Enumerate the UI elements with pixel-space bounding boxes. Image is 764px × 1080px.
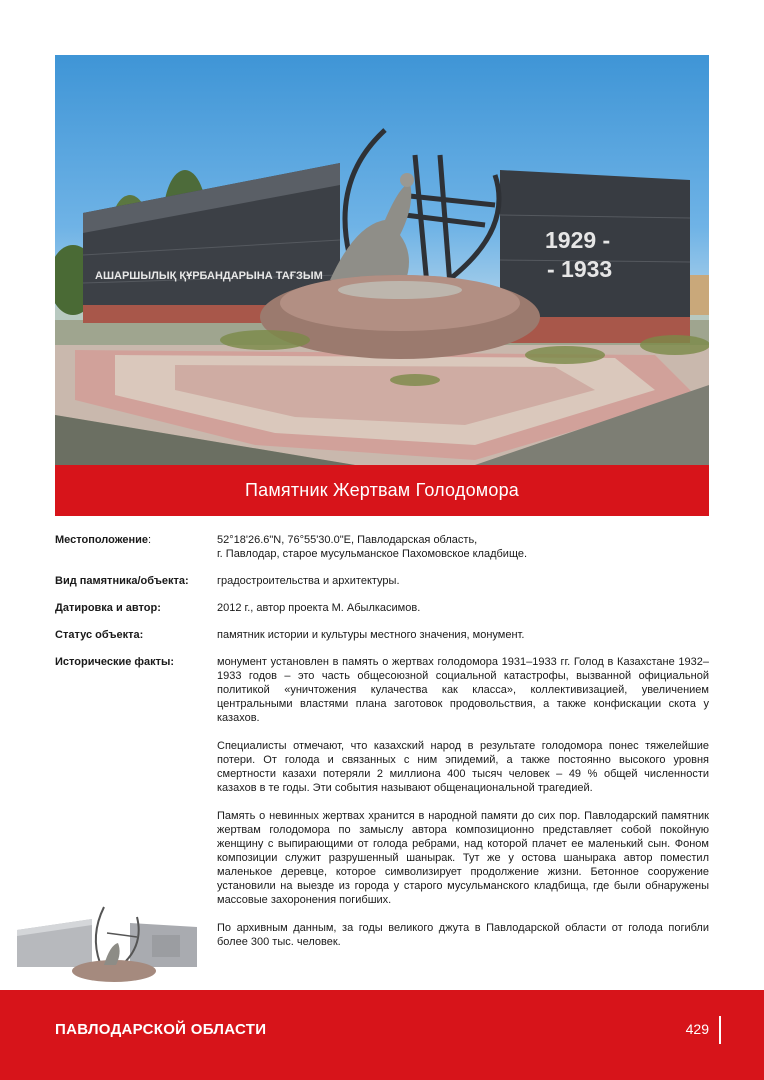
- page-number-divider: [719, 1016, 721, 1044]
- location-coordinates: 52°18'26.6"N, 76°55'30.0"E, Павлодарская область,: [217, 534, 478, 546]
- monument-title: Памятник Жертвам Голодомора: [244, 480, 519, 500]
- wall-inscription: АШАРШЫЛЫҚ ҚҰРБАНДАРЫНА ТАҒЗЫМ: [95, 270, 323, 282]
- status-label: Статус объекта:: [55, 629, 144, 641]
- statue-figure: [330, 173, 414, 283]
- monument-thumbnail-illustration: [12, 905, 202, 985]
- status-value: памятник истории и культуры местного значения, монумент.: [217, 629, 525, 641]
- wall-year-end: - 1933: [547, 256, 613, 282]
- info-row-status: [55, 628, 709, 642]
- facts-text: [217, 655, 709, 963]
- date-label: Датировка и автор:: [55, 602, 161, 614]
- monument-photo: [55, 55, 709, 465]
- stone-mound: [260, 275, 540, 359]
- facts-paragraph: монумент установлен в память о жертвах голодомора 1931–1933 гг. Голод в Казахстане 1932–1933 годов – это часть общесоюзной социальной катастрофы, вызванной официальной политикой «уничтожения кулачества как класса», коллективизацией, увеличением центральными властями плана заготовок продовольствия, а также конфискации скота у казахов.: [217, 656, 709, 724]
- location-address: г. Павлодар, старое мусульманское Пахомовское кладбище.: [217, 548, 528, 560]
- location-label-text: Местоположение: [55, 534, 149, 546]
- facts-label: Исторические факты:: [55, 656, 175, 668]
- date-value: 2012 г., автор проекта М. Абылкасимов.: [217, 602, 421, 614]
- info-row-type: [55, 574, 709, 588]
- type-value: градостроительства и архитектуры.: [217, 575, 400, 587]
- footer-region: ПАВЛОДАРСКОЙ ОБЛАСТИ: [55, 1021, 267, 1038]
- monument-thumbnail: [12, 905, 202, 985]
- monument-title-bar: [55, 465, 709, 516]
- facts-paragraph: Специалисты отмечают, что казахский народ в результате голодомора понес тяжелейшие потери. От голода и связанных с ним эпидемий, а также постоянно высокого уровня смертности казахи потеряли 2 миллиона 400 тысяч человек – 49 % общей численности казахов в те годы. Эти события называют общенациональной трагедией.: [217, 740, 709, 794]
- facts-paragraph: По архивным данным, за годы великого джута в Павлодарской области от голода погибли более 300 тыс. человек.: [217, 922, 709, 948]
- info-row-location: [55, 533, 709, 561]
- facts-paragraph: Память о невинных жертвах хранится в народной памяти до сих пор. Павлодарский памятник жертвам голодомора по замыслу автора композиционно представляет собой покойную женщину с выпирающими от голода ребрами, над которой плачет ее маленький сын. Фоном композиции служит разрушенный шанырак. Тут же у остова шанырака автор поместил маленькое деревце, которое символизирует продолжение жизни. Бетонное сооружение установили на выезде из города у старого мусульманского кладбища, где были обнаружены массовые захоронения погибших.: [217, 810, 709, 906]
- location-value: [217, 533, 709, 561]
- monument-photo-illustration: [55, 55, 709, 465]
- page-number: 429: [685, 1021, 709, 1037]
- wall-year-start: 1929 -: [545, 227, 611, 253]
- location-label: Местоположение:: [55, 534, 152, 546]
- info-row-date: [55, 601, 709, 615]
- type-label: Вид памятника/объекта:: [55, 575, 189, 587]
